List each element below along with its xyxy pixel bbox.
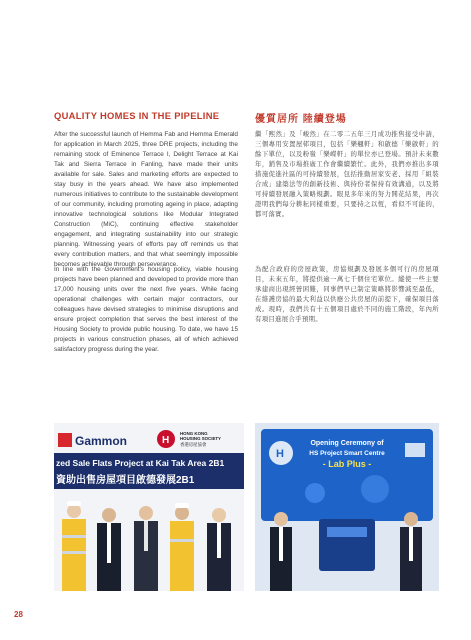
zh-section-heading: 優質居所 陸續登場 <box>255 114 347 125</box>
stage-title-line-1: Opening Ceremony of <box>310 440 384 447</box>
hkhs-name-zh: 香港房屋協會 <box>180 442 207 447</box>
ceremony-photo-right <box>255 423 439 591</box>
en-paragraph-1: After the successful launch of Hemma Fab and Hemma Emerald for application in March 2025, three DRE projects, including the remaining stock of Eminence Terrace I, Delight Terrace at Kai Tak and Sierra Terrace in Fanling, have made their units available for sale. Sales and marketing efforts are expected to stay busy in the years ahead. We have also implemented numerous initiatives to contribute to the sustainable development of our community, including promoting ageing in place, adapting innovative technological solutions like Modular Integrated Construction (MiC), continuing effective stakeholder engagement, and integrating sustainability into our strategic planning. Witnessing years of efforts pay off reminds us that every contribution matters, and that what seemingly impossible becomes achievable through perseverance. <box>54 131 238 268</box>
zh-paragraph-2: 為配合政府的房屋政策，房協規劃及發展多個可行的房屋項目，未來五年，將提供逾一萬七千個住宅單位。縱使一些主要承建商出現經營困難，同事們早已制定策略將影響減至最低，在維護房協的最大利益以供應公共房屋的前提下，確保項目落成。現時，我們共有十五個項目處於不同的施工階段，年內所有項目進展合乎預期。 <box>255 266 439 323</box>
hkhs-name-en-1: HONG KONG <box>180 431 208 436</box>
stage-title-line-3: - Lab Plus - <box>322 459 372 469</box>
svg-text:H: H <box>162 435 170 446</box>
hkhs-name-en-2: HOUSING SOCIETY <box>180 436 221 441</box>
zh-paragraph-1: 繼「熙然」及「峻然」在二零二五年三月成功推售接受申請，三個專用安置屋邨項目，包括「樂翹軒」和啟德「樂啟軒」的餘下單位，以及粉嶺「樂嶸軒」的單位亦已登場。預計未來數年，銷售及市場推廣工作會繼續繁忙。此外，我們亦推出多項措施促進社區的可持續發展，包括推動居家安老、採用「組裝合成」建築法等的創新技術、與持份者保持有效溝通，以及將可持續發展融入策略規劃。眼見多年來的努力開花結果，再次證明我們每分耕耘同樣重要，只要持之以恆，看似不可能的，都可落實。 <box>255 131 439 218</box>
ceremony-scene-left <box>54 423 244 591</box>
en-section-heading: QUALITY HOMES IN THE PIPELINE <box>54 110 220 121</box>
svg-text:H: H <box>276 448 284 460</box>
banner-english-text: zed Sale Flats Project at Kai Tak Area 2B1 <box>56 458 225 468</box>
page-number: 28 <box>14 610 23 619</box>
ceremony-scene-right <box>255 423 439 591</box>
ceremony-photo-left <box>54 423 244 591</box>
stage-title-line-2: HS Project Smart Centre <box>309 450 385 457</box>
gammon-brand-text: Gammon <box>75 434 128 448</box>
en-paragraph-2: In line with the Government's housing policy, viable housing projects have been planned and developed to provide more than 17,000 housing units over the next five years. While facing operational challenges with certain major contractors, our colleagues have devised strategies to minimise disruptions and ensure project completion that serves the best interest of the Housing Society to provide public housing. To date, we have 15 projects in various construction phases, all of which achieved satisfactory progress during the year. <box>54 266 238 353</box>
gammon-logo <box>58 433 127 448</box>
banner-chinese-text: 資助出售房屋項目啟德發展2B1 <box>56 475 195 486</box>
